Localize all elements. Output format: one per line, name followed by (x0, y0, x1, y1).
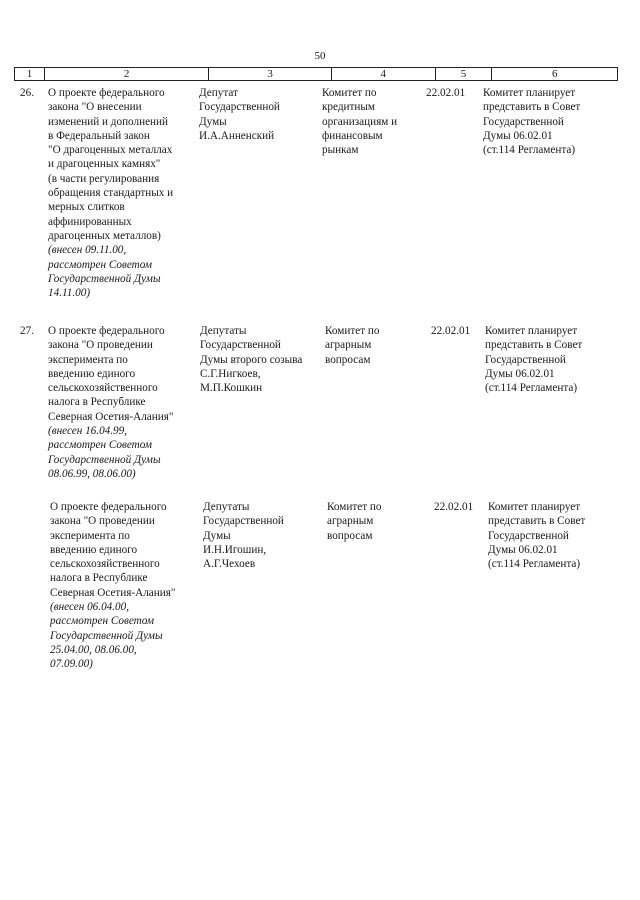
committee-line: аграрным (325, 339, 372, 352)
bill-line: в Федеральный закон (48, 129, 150, 142)
column-header: 1 (15, 68, 45, 80)
author-line: И.А.Анненский (199, 129, 275, 142)
table-header (14, 67, 618, 81)
bill-note: 25.04.00, 08.06.00, (50, 643, 137, 656)
bill-line: введению единого (50, 543, 138, 556)
author-line: А.Г.Чехоев (203, 558, 256, 571)
author-line: Депутаты (200, 325, 247, 337)
action-line: Государственной (488, 529, 569, 542)
bill-line: "О драгоценных металлах (48, 144, 173, 157)
bill-line: изменений и дополнений (48, 115, 169, 128)
bill-line: закона "О внесении (48, 101, 142, 114)
committee-line: организациям и (322, 115, 398, 128)
author-line: Государственной (200, 339, 281, 352)
action-line: Комитет планирует (483, 87, 576, 99)
committee-line: вопросам (325, 353, 371, 366)
committee-line: Комитет по (322, 87, 377, 99)
committee-line: вопросам (327, 529, 373, 542)
bill-line: (в части регулирования (48, 172, 160, 185)
action-line: Государственной (483, 115, 564, 128)
action-line: представить в Совет (485, 339, 583, 352)
bill-line: и драгоценных камнях" (48, 158, 161, 171)
responsible-committee (325, 324, 425, 367)
bill-line: налога в Республике (48, 396, 146, 409)
column-header: 4 (332, 68, 436, 80)
bill-line: мерных слитков (48, 201, 125, 214)
author-line: Думы второго созыва (200, 353, 303, 366)
bill-authors (200, 324, 325, 395)
committee-line: финансовым (322, 129, 383, 142)
planned-action (485, 324, 610, 395)
action-line: Думы 06.02.01 (483, 129, 553, 142)
row-number: 27. (20, 325, 34, 337)
bill-line: драгоценных металлов) (48, 229, 161, 242)
bill-line: О проекте федерального (48, 325, 165, 337)
bill-note: рассмотрен Советом (48, 258, 153, 271)
author-line: Депутаты (203, 501, 250, 513)
responsible-committee (322, 86, 422, 157)
bill-note: рассмотрен Советом (48, 439, 153, 452)
action-line: Комитет планирует (488, 501, 581, 513)
bill-note: Государственной Думы (48, 453, 161, 466)
bill-line: обращения стандартных и (48, 187, 174, 200)
bill-line: аффинированных (48, 215, 132, 228)
bill-authors (203, 500, 328, 571)
author-line: М.П.Кошкин (200, 382, 263, 395)
consideration-date: 22.02.01 (426, 87, 466, 99)
bill-note: 08.06.99, 08.06.00) (48, 467, 136, 480)
planned-action (488, 500, 613, 571)
bill-line: закона "О проведении (48, 339, 153, 352)
bill-note: Государственной Думы (48, 272, 161, 285)
planned-action (483, 86, 608, 157)
action-line: Думы 06.02.01 (488, 543, 558, 556)
committee-line: аграрным (327, 515, 374, 528)
author-line: И.Н.Игошин, (203, 543, 267, 556)
bill-note: 07.09.00) (50, 658, 93, 671)
bill-line: Северная Осетия-Алания" (48, 410, 174, 423)
consideration-date: 22.02.01 (434, 501, 474, 513)
author-line: Депутат (199, 87, 238, 99)
row-number: 26. (20, 87, 34, 99)
bill-note: 14.11.00) (48, 287, 91, 300)
author-line: Думы (199, 115, 227, 128)
column-header: 2 (45, 68, 209, 80)
action-line: (ст.114 Регламента) (485, 382, 578, 395)
column-header: 6 (551, 68, 558, 80)
bill-line: налога в Республике (50, 572, 148, 585)
responsible-committee (327, 500, 427, 543)
bill-note: (внесен 16.04.99, (48, 425, 128, 438)
committee-line: Комитет по (325, 325, 380, 337)
committee-line: рынкам (322, 144, 359, 157)
bill-note: Государственной Думы (50, 629, 163, 642)
bill-authors (199, 86, 324, 143)
bill-line: введению единого (48, 367, 136, 380)
action-line: представить в Совет (488, 515, 586, 528)
bill-description (50, 500, 208, 672)
author-line: С.Г.Нигкоев, (200, 367, 261, 380)
bill-description (48, 86, 206, 300)
author-line: Государственной (199, 101, 280, 114)
column-header: 3 (209, 68, 332, 80)
committee-line: кредитным (322, 101, 375, 114)
bill-line: сельскохозяйственного (48, 382, 158, 395)
bill-note: рассмотрен Советом (50, 615, 155, 628)
action-line: Комитет планирует (485, 325, 578, 337)
bill-line: закона "О проведении (50, 515, 155, 528)
committee-line: Комитет по (327, 501, 382, 513)
action-line: представить в Совет (483, 101, 581, 114)
bill-line: О проекте федерального (48, 87, 165, 99)
bill-line: сельскохозяйственного (50, 558, 160, 571)
bill-line: О проекте федерального (50, 501, 167, 513)
page-number: 50 (314, 50, 326, 62)
bill-line: эксперимента по (50, 529, 130, 542)
action-line: Государственной (485, 353, 566, 366)
bill-note: (внесен 09.11.00, (48, 244, 127, 257)
action-line: (ст.114 Регламента) (488, 558, 581, 571)
bill-description (48, 324, 206, 481)
action-line: (ст.114 Регламента) (483, 144, 576, 157)
bill-line: эксперимента по (48, 353, 128, 366)
bill-line: Северная Осетия-Алания" (50, 586, 176, 599)
bill-note: (внесен 06.04.00, (50, 601, 130, 614)
action-line: Думы 06.02.01 (485, 367, 555, 380)
column-header: 5 (436, 68, 493, 80)
author-line: Государственной (203, 515, 284, 528)
consideration-date: 22.02.01 (431, 325, 471, 337)
author-line: Думы (203, 529, 231, 542)
